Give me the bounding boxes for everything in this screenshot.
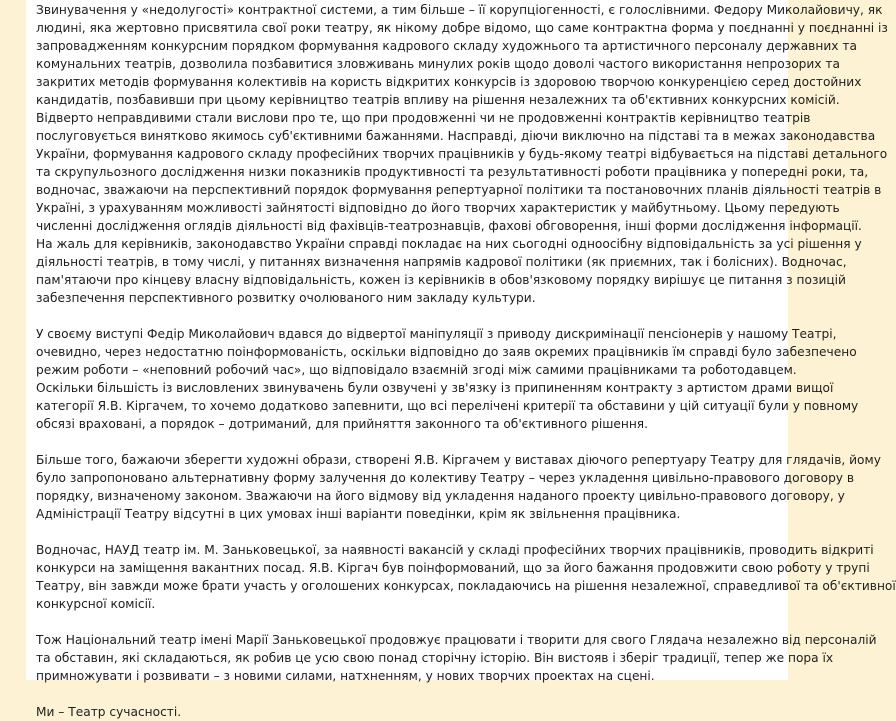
- text-line: України, формування кадрового складу професійних творчих працівників у будь-якому театрі відбувається на підставі детального: [36, 147, 888, 161]
- text-line: Тож Національний театр імені Марії Заньковецької продовжує працювати і творити для свого Глядача незалежно від персоналій: [36, 633, 877, 647]
- text-line: Водночас, НАУД театр ім. М. Заньковецької, за наявності вакансій у складі професійних творчих працівників, проводить відкриті: [36, 543, 874, 557]
- text-line: забезпечення перспективного розвитку очолюваного ним закладу культури.: [36, 291, 536, 305]
- text-line: та скрупульозного дослідження низки показників продуктивності та результативності роботи працівника у попередні роки, та,: [36, 165, 869, 179]
- text-line: послуговується винятково якимось суб'єктивними бажаннями. Насправді, діючи виключно на підставі та в межах законодавства: [36, 129, 876, 143]
- paragraph-1: [36, 1, 888, 307]
- text-line: примножувати і розвивати – з новими силами, натхненням, у нових творчих проектах на сцені.: [36, 669, 655, 683]
- text-line: було запропоновано альтернативну форму залучення до колективу Театру – через укладення цивільно-правового договору в: [36, 471, 855, 485]
- text-line: Відверто неправдивими стали вислови про те, що при продовженні чи не продовженні контрактів керівництво театрів: [36, 111, 811, 125]
- text-line: Адміністрації Театру відсутні в цих умовах інші варіанти поведінки, крім як звільнення працівника.: [36, 507, 681, 521]
- text-line: режим роботи – «неповний робочий час», що відповідало взаємній згоді між самими працівниками та роботодавцем.: [36, 363, 797, 377]
- paragraph-4: [36, 541, 896, 613]
- text-line: категорії Я.В. Кіргачем, то хочемо додатково запевнити, що всі перелічені критерії та обставини у цій ситуації були у повному: [36, 399, 859, 413]
- text-line: та обставин, які складаються, як робив це усю свою понад сторічну історію. Він вистояв і зберіг традиції, тепер же пора їх: [36, 651, 834, 665]
- text-line: Ми – Театр сучасності.: [36, 705, 182, 719]
- text-line: очевидно, через недостатню поінформованість, оскільки відповідно до заяв окремих працівників їм справді було забезпечено: [36, 345, 857, 359]
- text-line: численні дослідження оглядів діяльності від фахівців-театрознавців, фахові обговорення, інші форми дослідження інформації.: [36, 219, 862, 233]
- paragraph-6-closing: [36, 703, 776, 721]
- text-line: На жаль для керівників, законодавство України справді покладає на них сьогодні одноосібну відповідальність за усі рішення у: [36, 237, 862, 251]
- text-line: Більше того, бажаючи зберегти художні образи, створені Я.В. Кіргачем у виставах діючого репертуару Театру для глядачів, йому: [36, 453, 881, 467]
- text-line: Україні, з урахуванням можливості зайнятості відповідно до його творчих характеристик у майбутньому. Цьому передують: [36, 201, 840, 215]
- text-line: конкурсної комісії.: [36, 597, 156, 611]
- text-line: водночас, зважаючи на перспективний порядок формування репертуарної політики та постановочних планів діяльності театрів в: [36, 183, 882, 197]
- text-line: Звинувачення у «недолугості» контрактної системи, а тим більше – її корупціогенності, є голослівними. Федору Миколайовичу, як: [36, 3, 883, 17]
- text-line: Театру, він завжди може брати участь у оголошених конкурсах, покладаючись на рішення незалежної, справедливої та об'єктивної: [36, 579, 896, 593]
- text-line: конкурси на заміщення вакантних посад. Я.В. Кіргач був поінформований, що за його бажання продовжити свою роботу у трупі: [36, 561, 870, 575]
- text-line: діяльності театрів, в тому числі, у питаннях визначення напрямів кадрової політики (як приємних, так і болісних). Водночас,: [36, 255, 847, 269]
- text-line: пам'ятаючи про кінцеву власну відповідальність, кожен із керівників в обов'язковому порядку вирішує це питання з позицій: [36, 273, 846, 287]
- article-body: [26, 0, 896, 719]
- paragraph-3: [36, 451, 881, 523]
- text-line: порядку, визначеному законом. Зважаючи на його відмову від укладення наданого проекту цивільно-правового договору, у: [36, 489, 845, 503]
- text-line: людині, яка жертовно присвятила свої роки театру, як нікому добре відомо, що саме контрактна форма у поєднанні у поєднанні із: [36, 21, 888, 35]
- text-line: обсязі враховані, а порядок – дотриманий, для прийняття законного та об'єктивного рішення.: [36, 417, 648, 431]
- text-line: кандидатів, позбавивши при цьому керівництво театрів впливу на рішення незалежних та об'єктивних конкурсних комісій.: [36, 93, 840, 107]
- text-line: У своєму виступі Федір Миколайович вдався до відвертої маніпуляції з приводу дискримінації пенсіонерів у нашому Театрі,: [36, 327, 837, 341]
- paragraph-2: [36, 325, 859, 433]
- paragraph-5: [36, 631, 877, 685]
- text-line: Оскільки більшість із висловлених звинувачень були озвучені у зв'язку із припиненням контракту з артистом драми вищої: [36, 381, 834, 395]
- text-line: комунальних театрів, дозволила позбавитися зловживань минулих років щодо доволі частого використання непрозорих та: [36, 57, 840, 71]
- text-line: запровадженням конкурсним порядком формування кадрового складу художнього та артистичного персоналу державних та: [36, 39, 857, 53]
- text-line: закритих методів формування колективів на користь відкритих конкурсів із здоровою творчою конкуренцією серед достойних: [36, 75, 862, 89]
